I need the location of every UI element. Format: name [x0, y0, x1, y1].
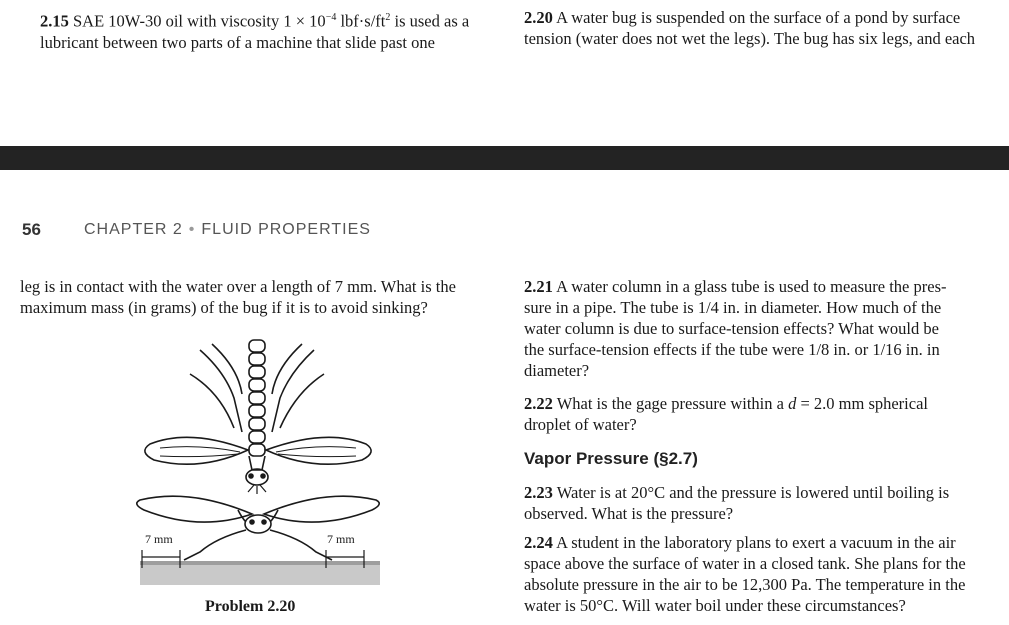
- page-number: 56: [22, 220, 41, 239]
- problem-text: A water bug is suspended on the surface of a pond by surface: [556, 8, 961, 27]
- problem-text-tail: is used as a: [390, 11, 470, 31]
- problem-text: Water is at 20°C and the pressure is lowered until boiling is: [556, 483, 950, 502]
- problem-2-23: [524, 482, 1004, 524]
- problem-text-line: maximum mass (in grams) of the bug if it is to avoid sinking?: [20, 298, 428, 317]
- problem-text: What is the gage pressure within a: [556, 394, 789, 413]
- front-left-leg: [184, 530, 246, 560]
- dimension-label-right: 7 mm: [327, 532, 355, 546]
- section-heading: Vapor Pressure (§2.7): [524, 449, 698, 468]
- problem-text-line: sure in a pipe. The tube is 1/4 in. in diameter. How much of the: [524, 298, 942, 317]
- unit-exponent: 2: [385, 12, 391, 23]
- chapter-label: CHAPTER 2: [84, 221, 183, 238]
- chapter-header: [84, 221, 371, 239]
- bullet-separator: •: [188, 221, 196, 238]
- problem-text-line: absolute pressure in the air to be 12,300 Pa. The temperature in the: [524, 575, 966, 594]
- variable-d: d: [788, 394, 797, 413]
- problem-text-line: space above the surface of water in a closed tank. She plans for the: [524, 554, 966, 573]
- problem-text-line: droplet of water?: [524, 415, 637, 434]
- problem-text-line: the surface-tension effects if the tube were 1/8 in. or 1/16 in. in: [524, 340, 940, 359]
- problem-text-line: diameter?: [524, 361, 590, 380]
- problem-2-20-continuation: [20, 276, 500, 318]
- figure-caption: Problem 2.20: [205, 598, 296, 615]
- problem-text-line: lubricant between two parts of a machine that slide past one: [40, 32, 435, 52]
- problem-text-line: observed. What is the pressure?: [524, 504, 734, 523]
- bug-head-side: [245, 515, 271, 533]
- problem-number: 2.24: [524, 533, 553, 552]
- problem-text: A student in the laboratory plans to exert a vacuum in the air: [556, 533, 956, 552]
- lower-right-wing: [264, 496, 379, 522]
- water-bug-figure: [130, 332, 390, 597]
- problem-text-line: water is 50°C. Will water boil under these circumstances?: [524, 596, 906, 615]
- front-right-leg: [270, 530, 332, 560]
- lower-left-wing: [137, 496, 252, 522]
- exponent: −4: [325, 12, 337, 23]
- problem-number: 2.22: [524, 394, 553, 413]
- problem-text: SAE 10W-30 oil with viscosity 1 × 10: [73, 11, 326, 31]
- rear-left-leg: [200, 350, 242, 432]
- problem-2-22: [524, 393, 1004, 435]
- problem-text-line: water column is due to surface-tension effects? What would be: [524, 319, 939, 338]
- rear-right-leg: [272, 350, 314, 432]
- dimension-label-left: 7 mm: [145, 532, 173, 546]
- unit-text: lbf·s/ft: [336, 11, 386, 31]
- problem-2-24: [524, 532, 1004, 616]
- bug-body: [246, 340, 268, 485]
- problem-2-15: [40, 7, 510, 53]
- problem-number: 2.23: [524, 483, 553, 502]
- problem-2-20-start: [524, 7, 1009, 49]
- problem-text-line: tension (water does not wet the legs). The bug has six legs, and each: [524, 29, 976, 48]
- problem-2-21: [524, 276, 1004, 381]
- problem-text: A water column in a glass tube is used to measure the pres-: [556, 277, 947, 296]
- problem-number: 2.15: [40, 11, 69, 31]
- problem-number: 2.21: [524, 277, 553, 296]
- problem-text-line: leg is in contact with the water over a length of 7 mm. What is the: [20, 277, 456, 296]
- problem-number: 2.20: [524, 8, 553, 27]
- page-divider-band: [0, 146, 1009, 170]
- problem-text-tail: = 2.0 mm spherical: [796, 394, 928, 413]
- chapter-title: FLUID PROPERTIES: [201, 221, 371, 238]
